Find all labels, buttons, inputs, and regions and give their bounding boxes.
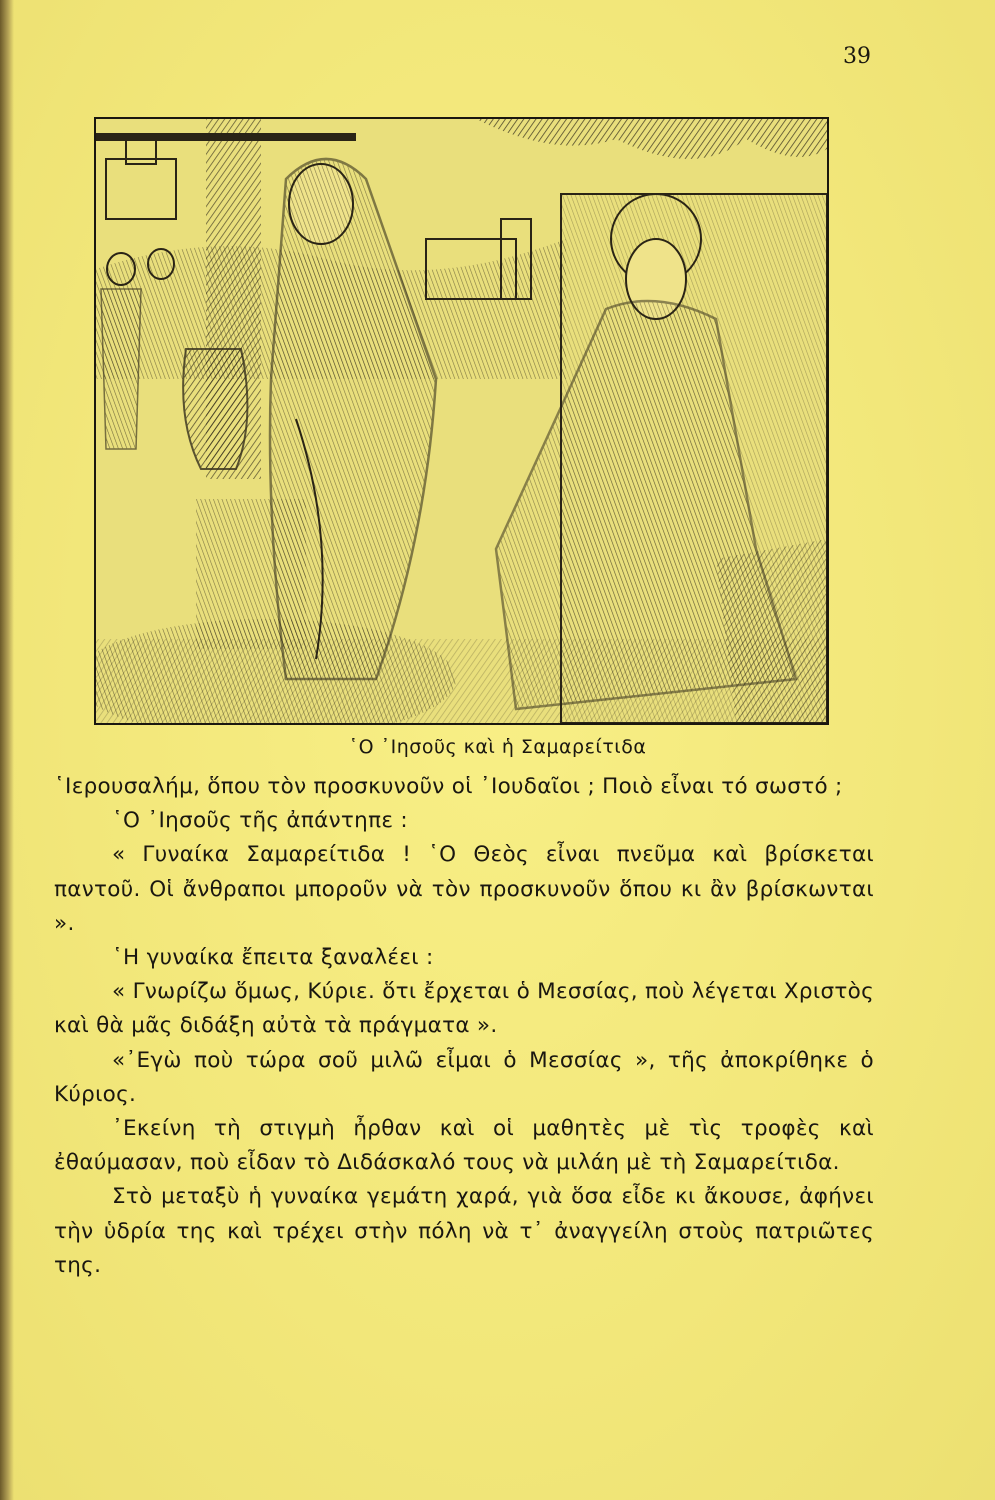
paragraph: ᾿Εκείνη τὴ στιγμὴ ἦρθαν καὶ οἱ μαθητὲς μὲ τὶς τροφὲς καὶ ἐθαύμασαν, ποὺ εἶδαν τὸ Διδάσκαλό τους νὰ μιλάη μὲ τὴ Σαμαρείτιδα. [54, 1116, 874, 1176]
paragraph: «᾿Εγὼ ποὺ τώρα σοῦ μιλῶ εἶμαι ὁ Μεσσίας », τῆς ἀποκρίθηκε ὁ Κύριος. [54, 1047, 874, 1107]
paragraph: « Γνωρίζω ὅμως, Κύριε. ὅτι ἔρχεται ὁ Μεσσίας, ποὺ λέγεται Χριστὸς καὶ θὰ μᾶς διδάξη αὐτὰ τὰ πράγματα ». [54, 979, 874, 1039]
engraving-jesus-samaritan-woman [94, 117, 829, 725]
paragraph: « Γυναίκα Σαμαρείτιδα ! ῾Ο Θεὸς εἶναι πνεῦμα καὶ βρίσκεται παντοῦ. Οἱ ἄνθραποι μποροῦν νὰ τὸν προσκυνοῦν ὅπου κι ἂν βρίσκωνται ». [54, 842, 874, 936]
page-number: 39 [843, 44, 871, 69]
body-text [54, 770, 874, 1283]
illustration-caption: ῾Ο ᾿Ιησοῦς καὶ ἡ Σαμαρείτιδα [348, 736, 647, 758]
paragraph: ῾Η γυναίκα ἔπειτα ξαναλέει : [112, 945, 434, 971]
paragraph: ῾Ιερουσαλήμ, ὅπου τὸν προσκυνοῦν οἱ ᾿Ιουδαῖοι ; Ποιὸ εἶναι τό σωστό ; [54, 774, 843, 799]
paragraph: Στὸ μεταξὺ ἡ γυναίκα γεμάτη χαρά, γιὰ ὅσα εἶδε κι ἄκουσε, ἀφήνει τὴν ὑδρία της καὶ τρέχει στὴν πόλη νὰ τ᾿ ἀναγγείλη στοὺς πατριῶτες της. [54, 1184, 874, 1278]
paragraph: ῾Ο ᾿Ιησοῦς τῆς ἀπάντηπε : [112, 808, 408, 834]
